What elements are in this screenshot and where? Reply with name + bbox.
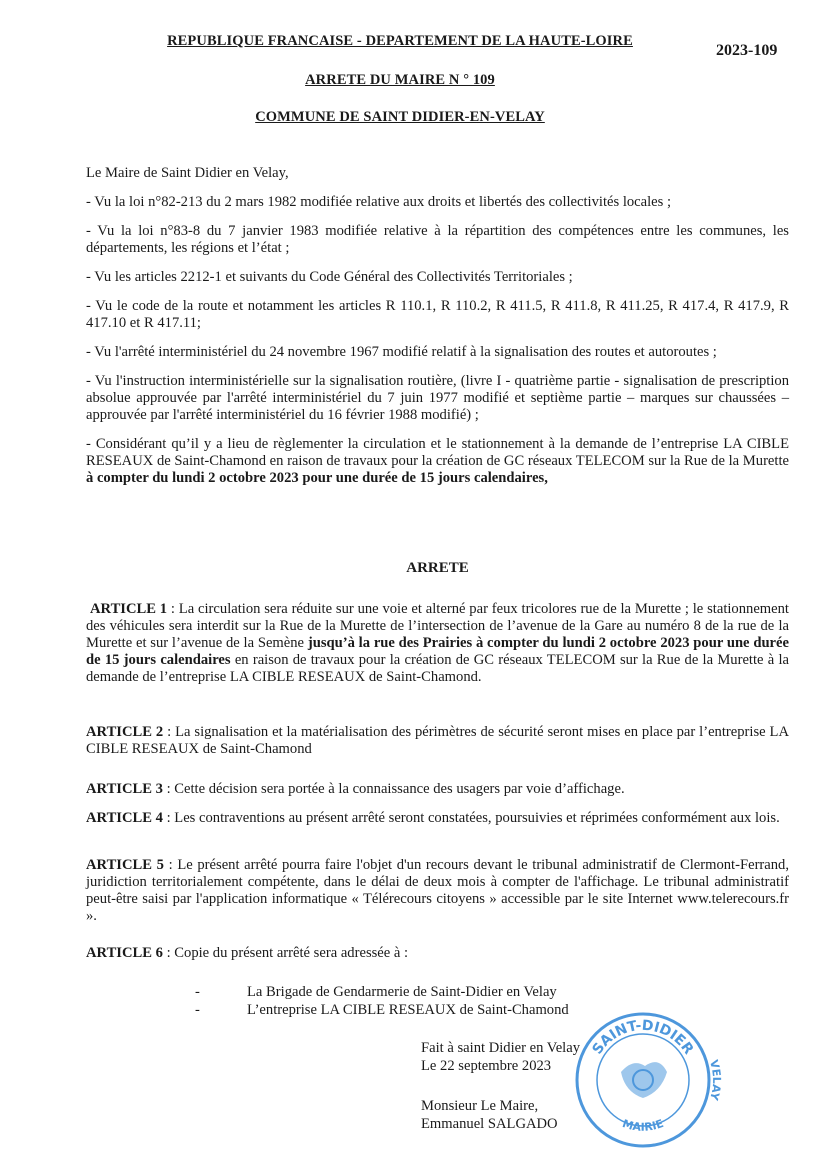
article-6	[86, 945, 789, 962]
article-5-text: : Le présent arrêté pourra faire l'objet d'un recours devant le tribunal administratif de Clermont-Ferrand, juridiction territorialement compétente, dans le délai de deux mois à compter de l'affichage. Le tribunal administratif peut-être saisi par l'application informatique « Télérecours citoyens » accessible par le site Internet www.telerecours.fr ».	[86, 857, 790, 924]
article-5-label: ARTICLE 5	[86, 857, 164, 873]
stamp-emblem	[621, 1062, 667, 1098]
article-2	[86, 724, 789, 758]
article-1-label: ARTICLE 1	[90, 601, 168, 617]
article-1	[86, 601, 789, 686]
article-1-text-c: en raison de travaux pour la création de GC réseaux TELECOM sur la Rue de la Murette à la demande de l’entreprise LA CIBLE RESEAUX de Saint-Chamond.	[86, 652, 789, 685]
signature-place: Fait à saint Didier en Velay	[421, 1040, 581, 1056]
article-1-text-b: jusqu’à la rue des Prairies à compter du lundi 2 octobre 2023 pour une durée de 15 jours calendaires	[86, 635, 789, 668]
preamble	[86, 165, 789, 499]
article-6-text: : Copie du présent arrêté sera adressée à :	[162, 945, 409, 961]
preamble-vu-5: - Vu l'arrêté interministériel du 24 novembre 1967 modifié relatif à la signalisation des routes et autoroutes ;	[86, 344, 717, 360]
recipient-name: La Brigade de Gendarmerie de Saint-Didier en Velay	[247, 984, 557, 1000]
considerant-dates: à compter du lundi 2 octobre 2023 pour une durée de 15 jours calendaires,	[86, 470, 548, 486]
recipient-item	[195, 1002, 569, 1019]
header-commune: COMMUNE DE SAINT DIDIER-EN-VELAY	[255, 109, 545, 125]
signature-date: Le 22 septembre 2023	[421, 1058, 552, 1074]
preamble-vu-4: - Vu le code de la route et notamment les articles R 110.1, R 110.2, R 411.5, R 411.8, R 411.25, R 417.4, R 417.9, R 417.10 et R 417.11;	[86, 298, 789, 331]
stamp-text-right: VELAY	[707, 1058, 723, 1102]
recipient-item	[195, 984, 557, 1001]
article-4-text: : Les contraventions au présent arrêté seront constatées, poursuivies et réprimées conformément aux lois.	[162, 810, 780, 826]
mairie-stamp	[563, 1000, 723, 1160]
article-4	[86, 810, 789, 827]
header-republique: REPUBLIQUE FRANCAISE - DEPARTEMENT DE LA HAUTE-LOIRE	[167, 33, 633, 49]
signature-signatory	[421, 1097, 558, 1133]
article-6-label: ARTICLE 6	[86, 945, 163, 961]
recipient-dash: -	[195, 1002, 200, 1018]
article-3	[86, 781, 789, 798]
preamble-vu-3: - Vu les articles 2212-1 et suivants du Code Général des Collectivités Territoriales ;	[86, 269, 573, 285]
preamble-vu-2: - Vu la loi n°83-8 du 7 janvier 1983 modifiée relative à la répartition des compétences entre les communes, les départements, les régions et l’état ;	[86, 223, 789, 256]
signature-name: Emmanuel SALGADO	[421, 1116, 558, 1132]
signature-title: Monsieur Le Maire,	[421, 1098, 539, 1114]
preamble-considerant	[86, 436, 789, 487]
signature-place-date	[421, 1039, 580, 1075]
preamble-opening: Le Maire de Saint Didier en Velay,	[86, 165, 289, 181]
considerant-text: - Considérant qu’il y a lieu de règlementer la circulation et le stationnement à la demande de l’entreprise LA CIBLE RESEAUX de Saint-Chamond en raison de travaux pour la création de GC réseaux TELECOM sur la Rue de la Murette	[86, 436, 789, 469]
stamp-text-bottom: MAIRIE	[620, 1116, 666, 1134]
preamble-vu-1: - Vu la loi n°82-213 du 2 mars 1982 modifiée relative aux droits et libertés des collectivités locales ;	[86, 194, 672, 210]
recipient-name: L’entreprise LA CIBLE RESEAUX de Saint-Chamond	[247, 1002, 569, 1018]
document-reference: 2023-109	[716, 42, 778, 59]
recipient-dash: -	[195, 984, 200, 1000]
header-arrete-number: ARRETE DU MAIRE N ° 109	[305, 72, 495, 88]
preamble-vu-6: - Vu l'instruction interministérielle sur la signalisation routière, (livre I - quatrième partie - signalisation de prescription absolue approuvée par l'arrêté interministériel du 7 juin 1977 modifié et septième partie – marques sur chaussées – approuvée par l'arrêté interministériel du 16 février 1988 modifié) ;	[86, 373, 789, 423]
stamp-text-top: SAINT-DIDIER	[589, 1017, 697, 1058]
article-4-label: ARTICLE 4	[86, 810, 163, 826]
article-2-text: : La signalisation et la matérialisation des périmètres de sécurité seront mises en place par l’entreprise LA CIBLE RESEAUX de Saint-Chamond	[86, 724, 789, 757]
article-5	[86, 857, 789, 925]
arrete-title: ARRETE	[406, 560, 469, 576]
article-3-text: : Cette décision sera portée à la connaissance des usagers par voie d’affichage.	[162, 781, 625, 797]
article-1-text-a: : La circulation sera réduite sur une voie et alterné par feux tricolores rue de la Murette ; le stationnement des véhicules sera interdit sur la Rue de la Murette de l’intersection de l’avenue de la Gare au numéro 8 de la rue de la Murette et sur l’avenue de la Semène	[86, 601, 789, 651]
article-2-label: ARTICLE 2	[86, 724, 164, 740]
article-3-label: ARTICLE 3	[86, 781, 163, 797]
